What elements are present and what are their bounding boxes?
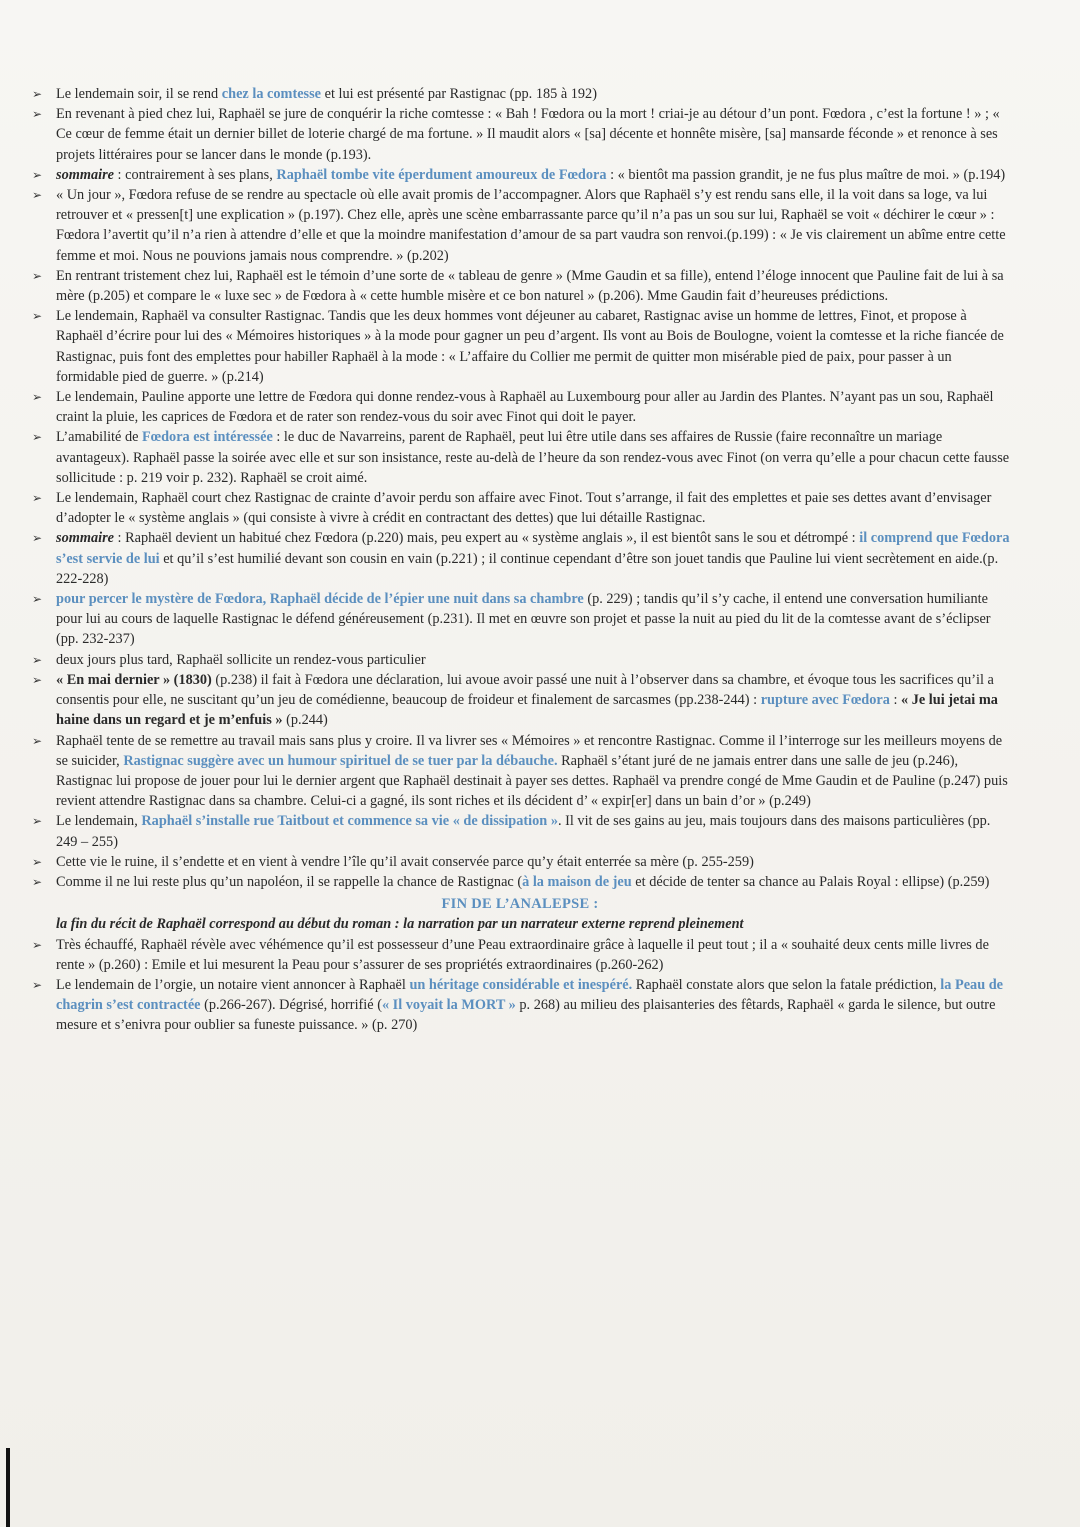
arrow-bullet-icon: ➢ [32,309,43,324]
list-item [30,872,1010,892]
list-item [30,811,1010,851]
item-text: : Raphaël devient un habitué chez Fœdora (p.220) mais, peu expert au « système anglais », il est bientôt sans le sou et détrompé : [113,530,860,547]
list-item [30,427,1010,488]
item-text: L’amabilité de [56,429,143,446]
arrow-bullet-icon: ➢ [32,854,43,869]
list-item [30,306,1010,387]
item-text: (p.244) [282,712,328,729]
arrow-bullet-icon: ➢ [32,592,43,607]
item-text: Le lendemain, Raphaël va consulter Rastignac. Tandis que les deux hommes vont déjeuner au cabaret, Rastignac avise un homme de lettres, Finot, et propose à Raphaël d’écrire pour lui des « Mémoires historiques » à la mode pour gagner un peu d’argent. Ils vont au Bois de Boulogne, voient la comtesse et la riche fiancée de Rastignac, puis font des emplettes pour habiller Raphaël à la mode : « L’affaire du Collier me permit de quitter mon misérable pied de paix, pour passer à un formidable pied de guerre. » (p.214) [56,308,1004,385]
list-item [30,589,1010,650]
item-text: Cette vie le ruine, il s’endette et en vient à vendre l’île qu’il avait conservée parce qu’y était enterrée sa mère (p. 255-259) [56,853,754,870]
list-item [30,185,1010,266]
list-item [30,975,1010,1036]
arrow-bullet-icon: ➢ [32,430,43,445]
list-item [30,935,1010,975]
item-text: Raphaël tente de se remettre au travail mais sans plus y croire. Il va livrer ses « Mémoires » et rencontre Rastignac. Comme il l’interroge sur les meilleurs moyens de se suicider, [56,732,1003,769]
highlight-text: un héritage considérable et inespéré. [409,976,633,993]
item-text: : contrairement à ses plans, [113,166,277,183]
list-item [30,670,1010,731]
list-item [30,84,1010,104]
highlight-text: Raphaël s’installe rue Taitbout et commence sa vie « de dissipation » [141,813,558,830]
arrow-bullet-icon: ➢ [32,814,43,829]
item-text: p. 268) au milieu des plaisanteries des fêtards, Raphaël « garda le silence, but outre mesure et s’enivra pour oublier sa funeste puissance. » (p. 270) [56,997,996,1034]
item-text: et qu’il s’est humilié devant son cousin en vain (p.221) ; il continue cependant d’être son jouet tandis que Pauline lui vient secrètement en aide.(p. 222-228) [56,550,999,587]
item-text: Comme il ne lui reste plus qu’un napoléon, il se rappelle la chance de Rastignac ( [56,873,523,890]
item-text: (p.238) il fait à Fœdora une déclaration, lui avoue avoir passé une nuit à l’observer dans sa chambre, et évoque tous les sacrifices qu’il a consentis pour elle, ne suscitant qu’un jeu de comédienne, beaucoup de froideur et finalement de sarcasmes (pp.238-244) : [56,671,994,709]
list-item [30,731,1010,812]
item-text: (p.266-267). Dégrisé, horrifié ( [200,997,382,1014]
highlight-text: Fœdora est intéressée [142,429,273,446]
item-text: deux jours plus tard, Raphaël sollicite un rendez-vous particulier [56,651,426,668]
item-text: : le duc de Navarreins, parent de Raphaël, peut lui être utile dans ses affaires de Russie (faire reconnaître un mariage avantageux). Raphaël passe la soirée avec elle et sur son insistance, reste au-delà de l’heure da son rendez-vous avec Finot (on verra qu’elle a pour chacun cette fausse sollicitude : p. 219 voir p. 232). Raphaël se croit aimé. [56,429,1010,486]
item-text: « Un jour », Fœdora refuse de se rendre au spectacle où elle avait promis de l’accompagner. Alors que Raphaël s’y est rendu sans elle, il la voit dans sa loge, va lui retrouver et « pressen[t] une explication » (p.197). Chez elle, après une scène embarrassante parce qu’il n’a pas un sou sur lui, Raphaël se voit « déchirer le cœur » : Fœdora l’avertit qu’il n’a rien à attendre d’elle et que la moindre manifestation d’amour de sa part vaudra son renvoi.(p.199) : « Je vis clairement un abîme entre cette femme et moi. Nous ne pouvions jamais nous comprendre. » (p.202) [56,187,1006,264]
page-edge-shadow [6,1448,10,1527]
sommaire-label: sommaire [56,166,114,183]
arrow-bullet-icon: ➢ [32,531,43,546]
arrow-bullet-icon: ➢ [32,188,43,203]
list-item [30,387,1010,427]
highlight-text: il comprend que Fœdora s’est servie de lui [56,530,1010,567]
summary-list [30,84,1010,892]
document-body [30,84,1010,1036]
item-text: : « bientôt ma passion grandit, je ne fus plus maître de moi. » (p.194) [606,166,1006,183]
item-text: Le lendemain, [56,813,142,830]
list-item [30,852,1010,872]
arrow-bullet-icon: ➢ [32,268,43,283]
arrow-bullet-icon: ➢ [32,874,43,889]
arrow-bullet-icon: ➢ [32,87,43,101]
arrow-bullet-icon: ➢ [32,733,43,748]
bold-text: « Je lui jetai ma haine dans un regard et je m’enfuis » [56,692,998,729]
highlight-text: la Peau de chagrin s’est contractée [56,976,1004,1014]
arrow-bullet-icon: ➢ [32,977,43,992]
item-text: : [889,692,901,709]
item-text: En revenant à pied chez lui, Raphaël se jure de conquérir la riche comtesse : « Bah ! Fœdora ou la mort ! criai-je au détour d’un pont. Fœdora , c’est la fortune ! » ; « Ce cœur de femme était un dernier billet de loterie chargé de ma fortune. » Il maudit alors « [sa] décente et honnête misère, [sa] mansarde féconde » et renonce à ses projets littéraires pour se lancer dans le monde (p.193). [56,106,1000,163]
item-text: Raphaël constate alors que selon la fatale prédiction, [632,976,941,993]
arrow-bullet-icon: ➢ [32,390,43,405]
item-text: Le lendemain, Pauline apporte une lettre de Fœdora qui donne rendez-vous à Raphaël au Luxembourg pour aller au Jardin des Plantes. N’ayant pas un sou, Raphaël craint la pluie, les caprices de Fœdora et de rater son rendez-vous du soir avec Finot qui doit le payer. [56,389,994,426]
list-item [30,104,1010,165]
list-item [30,165,1010,185]
item-text: Très échauffé, Raphaël révèle avec véhémence qu’il est possesseur d’une Peau extraordinaire grâce à laquelle il peut tout ; il a « souhaité deux cents mille livres de rente » (p.260) : Emile et lui mesurent la Peau pour s’assurer de ses propriétés extraordinaires (p.260-262) [56,936,989,973]
highlight-text: « Il voyait la MORT » [381,997,516,1014]
item-text: Le lendemain, Raphaël court chez Rastignac de crainte d’avoir perdu son affaire avec Finot. Tout s’arrange, il fait des emplettes et paie ses dettes avant d’envisager d’adopter le « système anglais » (qui consiste à vivre à crédit en contractant des dettes) que lui détaille Rastignac. [56,490,992,527]
list-item [30,266,1010,306]
highlight-text: rupture avec Fœdora [760,692,890,709]
arrow-bullet-icon: ➢ [32,491,43,506]
arrow-bullet-icon: ➢ [32,937,43,952]
sommaire-label: sommaire [56,530,114,547]
arrow-bullet-icon: ➢ [32,107,43,122]
highlight-text: Rastignac suggère avec un humour spirituel de se tuer par la débauche. [123,752,558,769]
arrow-bullet-icon: ➢ [32,672,43,687]
item-text: . Il vit de ses gains au jeu, mais toujours dans des maisons particulières (pp. 249 – 255) [56,813,991,850]
item-text: Le lendemain de l’orgie, un notaire vient annoncer à Raphaël [56,976,410,993]
list-item [30,650,1010,670]
item-text: Raphaël s’étant juré de ne jamais entrer dans une salle de jeu (p.246), Rastignac lui propose de jouer pour lui le dernier argent que Raphaël destinait à payer ses dettes. Raphaël va prendre congé de Mme Gaudin et de Pauline (p.247) puis revient attendre Rastignac dans sa chambre. Celui-ci a gagné, ils sont riches et ils décident d’ « expir[er] dans un bain d’or » (p.249) [56,752,1008,810]
section-title: FIN DE L’ANALEPSE : [441,896,599,913]
highlight-text: Raphaël tombe vite éperdument amoureux de Fœdora [276,166,607,183]
list-item [30,488,1010,528]
item-text: et décide de tenter sa chance au Palais Royal : ellipse) (p.259) [631,873,990,890]
highlight-text: pour percer le mystère de Fœdora, Raphaël décide de l’épier une nuit dans sa chambre [56,591,584,608]
highlight-text: à la maison de jeu [522,873,632,890]
item-text: (p. 229) ; tandis qu’il s’y cache, il entend une conversation humiliante pour lui au cours de laquelle Rastignac le défend généreusement (p.231). Il met en œuvre son projet et passe la nuit au pied du lit de la comtesse avant de s’éclipser (pp. 232-237) [56,591,991,648]
highlight-text: chez la comtesse [221,86,322,102]
summary-list-end [30,935,1010,1036]
arrow-bullet-icon: ➢ [32,652,43,667]
item-text: En rentrant tristement chez lui, Raphaël est le témoin d’une sorte de « tableau de genre » (Mme Gaudin et sa fille), entend l’éloge innocent que Pauline fait de lui à sa mère (p.205) et compare le « luxe sec » de Fœdora à « cette humble misère et ce bon naturel » (p.206). Mme Gaudin fait d’heureuses prédictions. [56,267,1004,305]
arrow-bullet-icon: ➢ [32,167,43,182]
bold-text: « En mai dernier » (1830) [56,671,212,688]
section-subtitle: la fin du récit de Raphaël correspond au début du roman : la narration par un narrateur externe reprend pleinement [56,916,744,933]
item-text: et lui est présenté par Rastignac (pp. 185 à 192) [321,86,597,102]
item-text: Le lendemain soir, il se rend [56,86,222,102]
list-item [30,528,1010,589]
